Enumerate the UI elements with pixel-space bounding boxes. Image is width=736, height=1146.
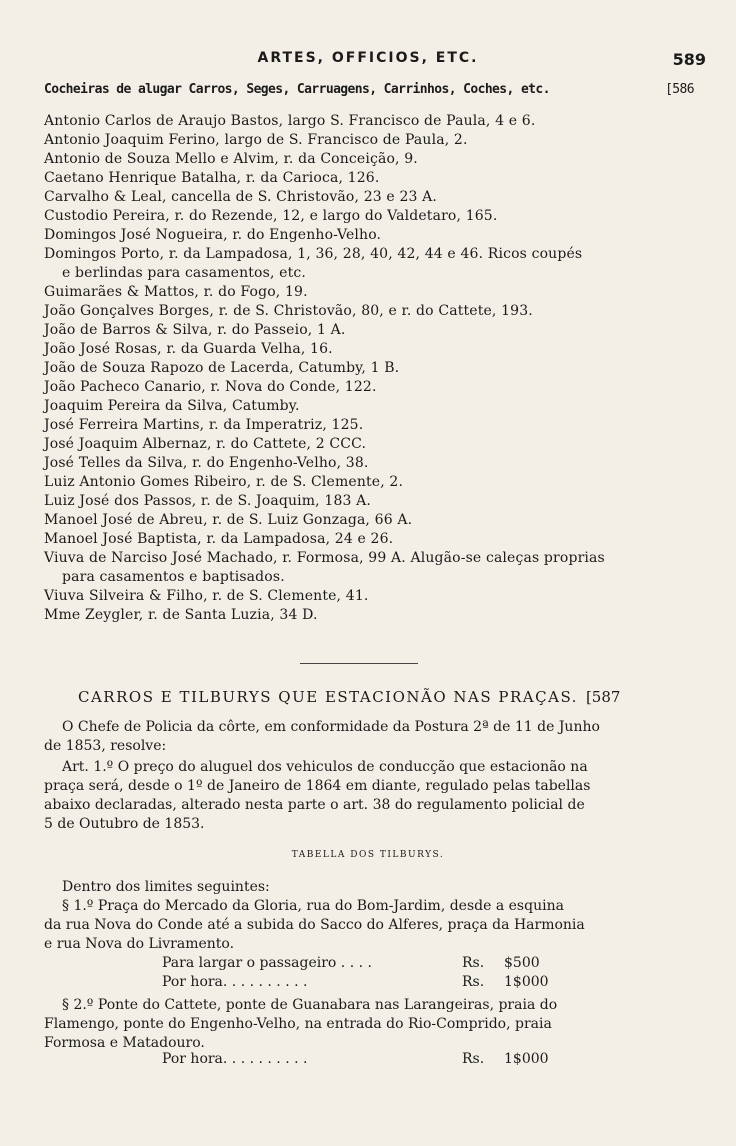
entry-text: Domingos Porto, r. da Lampadosa, 1, 36, 28, 40, 42, 44 e 46. Ricos coupés xyxy=(44,246,583,262)
text-line: de 1853, resolve: xyxy=(44,738,167,754)
text-line: O Chefe de Policia da côrte, em conformidade da Postura 2ª de 11 de Junho xyxy=(62,719,600,735)
text-line: e rua Nova do Livramento. xyxy=(44,936,235,952)
price-row xyxy=(162,955,540,971)
list-item: Antonio de Souza Mello e Alvim, r. da Conceição, 9. xyxy=(44,151,418,167)
list-item: José Joaquim Albernaz, r. do Cattete, 2 CCC. xyxy=(44,436,367,452)
text-line: § 1.º Praça do Mercado da Gloria, rua do Bom-Jardim, desde a esquina xyxy=(62,898,564,914)
text-line: praça será, desde o 1º de Janeiro de 1864 em diante, regulado pelas tabellas xyxy=(44,778,591,794)
price-row xyxy=(162,1051,549,1067)
list-item: Mme Zeygler, r. de Santa Luzia, 34 D. xyxy=(44,607,318,623)
text-line: Formosa e Matadouro. xyxy=(44,1035,205,1051)
list-item: João Gonçalves Borges, r. de S. Christovão, 80, e r. do Cattete, 193. xyxy=(44,303,533,319)
list-item: José Telles da Silva, r. do Engenho-Velho, 38. xyxy=(44,455,369,471)
list-item: Carvalho & Leal, cancella de S. Christovão, 23 e 23 A. xyxy=(44,189,438,205)
list-item: João de Souza Rapozo de Lacerda, Catumby, 1 B. xyxy=(44,360,400,376)
price-label: Por hora. . . . . . . . . . xyxy=(162,974,308,990)
list-item: João de Barros & Silva, r. do Passeio, 1 A. xyxy=(44,322,346,338)
list-item: Caetano Henrique Batalha, r. da Carioca, 126. xyxy=(44,170,380,186)
list-item xyxy=(44,245,694,283)
page-title: ARTES, OFFICIOS, ETC. xyxy=(257,50,479,66)
list-item: João José Rosas, r. da Guarda Velha, 16. xyxy=(44,341,333,357)
list-item: Luiz José dos Passos, r. de S. Joaquim, 183 A. xyxy=(44,493,372,509)
list-item: Luiz Antonio Gomes Ribeiro, r. de S. Clemente, 2. xyxy=(44,474,404,490)
table-title: TABELLA DOS TILBURYS. xyxy=(291,850,445,860)
price-currency: Rs. xyxy=(462,1051,485,1067)
subsection-heading-text: CARROS E TILBURYS QUE ESTACIONÃO NAS PRAÇAS. xyxy=(78,688,578,706)
section-1-paragraph xyxy=(44,897,694,954)
text-line: Dentro dos limites seguintes: xyxy=(62,879,270,895)
text-line: abaixo declaradas, alterado nesta parte o art. 38 do regulamento policial de xyxy=(44,797,585,813)
list-item: José Ferreira Martins, r. da Imperatriz, 125. xyxy=(44,417,364,433)
list-item: Manoel José Baptista, r. da Lampadosa, 24 e 26. xyxy=(44,531,394,547)
section-2-paragraph xyxy=(44,996,694,1053)
list-item: Domingos José Nogueira, r. do Engenho-Velho. xyxy=(44,227,382,243)
entry-continuation: e berlindas para casamentos, etc. xyxy=(62,265,306,281)
list-item: Antonio Carlos de Araujo Bastos, largo S. Francisco de Paula, 4 e 6. xyxy=(44,113,536,129)
article-paragraph xyxy=(44,758,694,834)
price-currency: Rs. xyxy=(462,974,485,990)
text-line: 5 de Outubro de 1853. xyxy=(44,816,205,832)
text-line: Flamengo, ponte do Engenho-Velho, na entrada do Rio-Comprido, praia xyxy=(44,1016,552,1032)
page-number: 589 xyxy=(672,50,706,69)
price-value: 1$000 xyxy=(504,1051,549,1067)
price-currency: Rs. xyxy=(462,955,485,971)
text-line: Art. 1.º O preço do aluguel dos vehiculos de conducção que estacionão na xyxy=(62,759,588,775)
divider xyxy=(300,663,418,664)
list-item: Viuva Silveira & Filho, r. de S. Clemente, 41. xyxy=(44,588,369,604)
list-item: João Pacheco Canario, r. Nova do Conde, 122. xyxy=(44,379,377,395)
entry-continuation: para casamentos e baptisados. xyxy=(62,569,285,585)
price-value: 1$000 xyxy=(504,974,549,990)
price-label: Para largar o passageiro . . . . xyxy=(162,955,372,971)
price-row xyxy=(162,974,549,990)
price-value: $500 xyxy=(504,955,540,971)
list-item: Joaquim Pereira da Silva, Catumby. xyxy=(44,398,300,414)
limits-line xyxy=(44,878,694,897)
section-heading xyxy=(44,82,694,97)
section-ref: [586 xyxy=(665,82,694,97)
subsection-heading xyxy=(78,688,658,706)
section-heading-text: Cocheiras de alugar Carros, Seges, Carruagens, Carrinhos, Coches, etc. xyxy=(44,82,550,97)
list-item: Antonio Joaquim Ferino, largo de S. Francisco de Paula, 2. xyxy=(44,132,468,148)
subsection-ref: [587 xyxy=(585,688,621,706)
list-item xyxy=(44,549,694,587)
text-line: da rua Nova do Conde até a subida do Sacco do Alferes, praça da Harmonia xyxy=(44,917,585,933)
entry-list xyxy=(44,112,694,625)
entry-text: Viuva de Narciso José Machado, r. Formosa, 99 A. Alugão-se caleças proprias xyxy=(44,550,605,566)
list-item: Manoel José de Abreu, r. de S. Luiz Gonzaga, 66 A. xyxy=(44,512,413,528)
intro-paragraph xyxy=(44,718,694,756)
running-head xyxy=(0,50,736,74)
text-line: § 2.º Ponte do Cattete, ponte de Guanabara nas Larangeiras, praia do xyxy=(62,997,558,1013)
list-item: Guimarães & Mattos, r. do Fogo, 19. xyxy=(44,284,308,300)
price-label: Por hora. . . . . . . . . . xyxy=(162,1051,308,1067)
list-item: Custodio Pereira, r. do Rezende, 12, e largo do Valdetaro, 165. xyxy=(44,208,498,224)
